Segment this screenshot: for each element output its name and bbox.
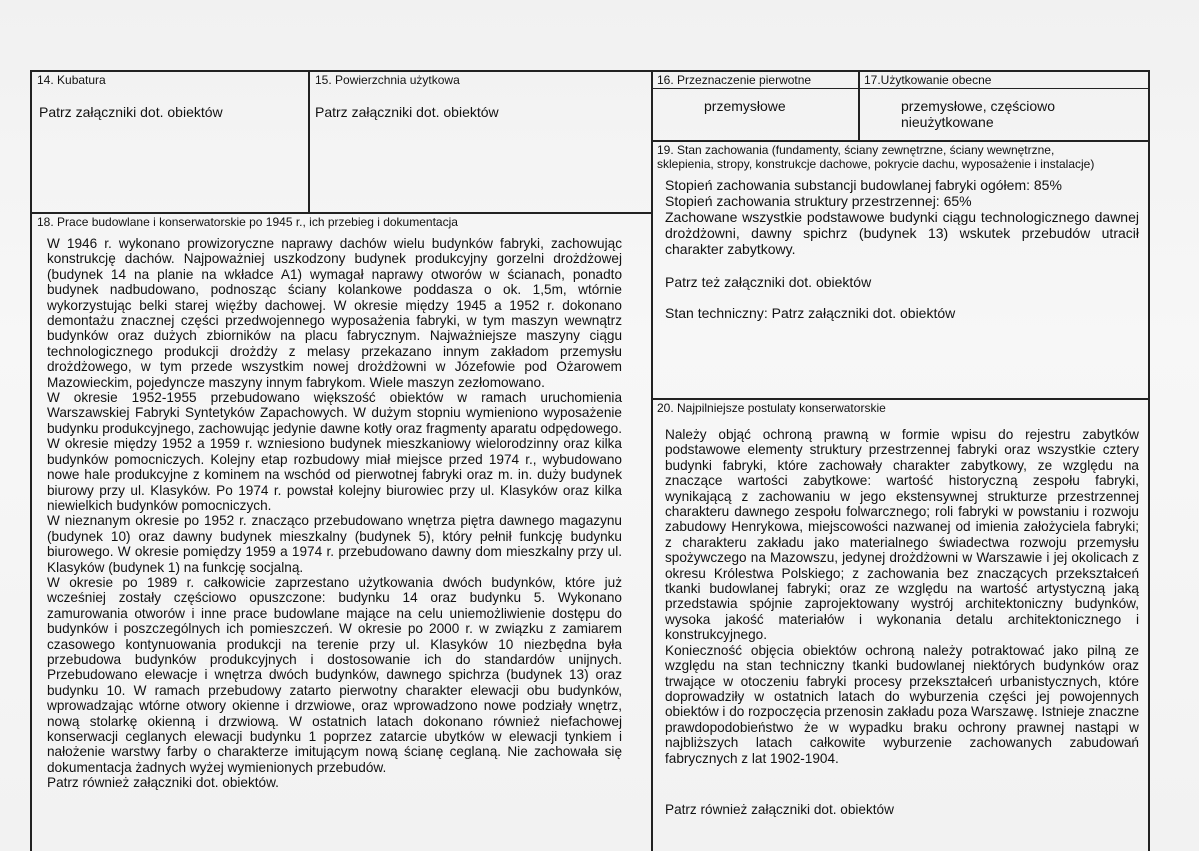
box18-heading: 18. Prace budowlane i konserwatorskie po 1945 r., ich przebieg i dokumentacja	[37, 215, 458, 229]
box15-heading: 15. Powierzchnia użytkowa	[315, 73, 460, 87]
box18-paragraph-3: W nieznanym okresie po 1952 r. znacząco przebudowano wnętrza piętra dawnego magazynu (budynek 10) oraz dawny budynek mieszkalny (budynek 5), który pełnił funkcję budynku biurowego. W okresie pomiędzy 1959 a 1974 r. przebudowano dawny dom mieszkalny przy ul. Klasyków (budynek 1) na funkcję socjalną.	[47, 513, 622, 575]
box19-substance-line: Stopień zachowania substancji budowlanej fabryki ogółem: 85%	[665, 177, 1062, 193]
divider-main-column	[651, 70, 653, 851]
box18-see-also: Patrz również załączniki dot. obiektów.	[47, 775, 279, 791]
box19-structure-line: Stopień zachowania struktury przestrzennej: 65%	[665, 193, 972, 209]
box14-text: Patrz załączniki dot. obiektów	[39, 104, 223, 120]
box19-heading-line1: 19. Stan zachowania (fundamenty, ściany zewnętrzne, ściany wewnętrzne,	[657, 143, 1055, 157]
divider-14-15	[308, 70, 310, 213]
box20-heading: 20. Najpilniejsze postulaty konserwatorskie	[657, 401, 886, 415]
box19-see-also: Patrz też załączniki dot. obiektów	[665, 274, 872, 290]
box14-heading: 14. Kubatura	[37, 73, 106, 87]
divider-16-17	[858, 70, 860, 141]
frame-left-line	[30, 70, 32, 851]
box17-heading: 17.Użytkowanie obecne	[864, 73, 992, 87]
box17-text: przemysłowe, częściowo nieużytkowane	[901, 98, 1056, 130]
box20-top-line	[652, 398, 1150, 400]
box20-paragraph-2: Konieczność objęcia obiektów ochroną należy potraktować jako pilną ze względu na stan techniczny tkanki budowlanej niektórych budynków oraz trwające w otoczeniu fabryki procesy przekształceń urbanistycznych, które doprowadziły w ostatnich latach do wyburzenia części jej powojennych obiektów i do rozpoczęcia przenosin zakładu poza Warszawę. Istnieje znaczne prawdopodobieństwo że w wypadku braku ochrony prawnej nastąpi w najbliższych latach całkowite wyburzenie zachowanych zabudowań fabrycznych z lat 1902-1904.	[665, 642, 1140, 766]
frame-top-line	[30, 70, 1150, 72]
box20-body	[665, 427, 1139, 766]
row1-bottom-line	[652, 88, 1150, 89]
box15-text: Patrz załączniki dot. obiektów	[315, 104, 499, 120]
box18-paragraph-2: W okresie 1952-1955 przebudowano większość obiektów w ramach uruchomienia Warszawskiej Fabryki Syntetyków Zapachowych. W dużym stopniu wymieniono wyposażenie budynku produkcyjnego, zachowując jedynie dawne kotły oraz fragmenty aparatu odpędowego. W okresie między 1952 a 1959 r. wzniesiono budynek mieszkaniowy wielorodzinny oraz kilka budynków pomocniczych. Kolejny etap rozbudowy miał miejsce przed 1974 r., wybudowano nowe hale produkcyjne z kominem na wschód od pierwotnej fabryki oraz m. in. duży budynek biurowy przy ul. Klasyków. Po 1974 r. powstał kolejny biurowiec przy ul. Klasyków oraz kilka niewielkich budynków pomocniczych.	[47, 390, 622, 513]
box20-paragraph-1: Należy objąć ochroną prawną w formie wpisu do rejestru zabytków podstawowe elementy struktury przestrzennej fabryki oraz wszystkie cztery budynki fabryki, które zachowały charakter zabytkowy, ze względu na znaczące wartości zabytkowe: wartość historyczną zespołu fabryki, wynikającą z zachowaniu w jego ekstensywnej strukturze przestrzennej charakteru dawnego zespołu folwarcznego; roli fabryki w powstaniu i rozwoju zabudowy Henrykowa, miejscowości nazwanej od imienia założyciela fabryki; z charakteru zakładu jako materialnego świadectwa rozwoju przemysłu spożywczego na Mazowszu, jedynej drożdżowni w Warszawie i jej okolicach z okresu Królestwa Polskiego; z zachowania bez znaczących przekształceń tkanki budowlanej fabryki; oraz ze względu na wartość artystyczną jaką przedstawia spójnie zaprojektowany wystrój architektoniczny budynków, wysoka jakość materiałów i wykonania detalu architektonicznego i konstrukcyjnego.	[665, 427, 1139, 643]
box18-body	[47, 236, 622, 791]
box16-heading: 16. Przeznaczenie pierwotne	[657, 73, 812, 87]
box16-text: przemysłowe	[704, 98, 786, 114]
box18-paragraph-4: W okresie po 1989 r. całkowicie zaprzestano użytkowania dwóch budynków, które już wcześniej zostały częściowo opuszczone: budynku 14 oraz budynku 5. Wykonano zamurowania otworów i inne prace budowlane mające na celu uniemożliwienie dostępu do budynków i poszczególnych ich pomieszczeń. W okresie po 2000 r. w związku z zamiarem czasowego kontynuowania produkcji na terenie przy ul. Klasyków 10 niezbędna była przebudowa budynków produkcyjnych i dostosowanie ich do standardów unijnych. Przebudowano elewacje i wnętrza dwóch budynków, dawnego spichrza (budynek 13) oraz budynku 10. W ramach przebudowy zatarto pierwotny charakter elewacji obu budynków, wprowadzając wtórne otwory okienne i drzwiowe, oraz wprowadzono nowe podziały wnętrz, nową stolarkę okienną i drzwiową. W ostatnich latach dokonano również niefachowej konserwacji ceglanych elewacji budynku 1 poprzez zatarcie ubytków w elewacji tynkiem i nałożenie warstwy farby o charakterze imitującym nową ścianę ceglaną. Nie zachowała się dokumentacja żadnych wyżej wymienionych przebudów.	[47, 574, 622, 775]
box19-summary: Zachowane wszystkie podstawowe budynki ciągu technologicznego dawnej drożdżowni, dawny spichrz (budynek 13) wskutek przebudów utracił charakter zabytkowy.	[665, 209, 1139, 257]
box19-technical-state: Stan techniczny: Patrz załączniki dot. obiektów	[665, 305, 956, 321]
frame-right-line	[1148, 70, 1150, 851]
box18-paragraph-1: W 1946 r. wykonano prowizoryczne naprawy dachów wielu budynków fabryki, zachowując konstrukcję dachów. Najpoważniej uszkodzony budynek produkcyjny gorzelni drożdżowej (budynek 14 na planie na wkładce A1) wymagał naprawy otworów w ścianach, ponadto budynek nadbudowano, podnosząc ściany kolankowe poddasza o ok. 1,5m, wtórnie wykorzystując belki starej więźby dachowej. W okresie między 1945 a 1952 r. dokonano demontażu znacznej części przedwojennego wyposażenia fabryki, w tym maszyn wewnątrz budynków oraz dużych zbiorników na placu fabrycznym. Najważniejsze maszyny ciągu technologicznego produkcji drożdży z melasy przekazano innym zakładom przemysłu drożdżowego, w tym przede wszystkim nowej drożdżowni w Józefowie pod Ożarowem Mazowieckim, pojedyncze maszyny innym fabrykom. Wiele maszyn zezłomowano.	[47, 236, 622, 390]
box18-top-line	[30, 212, 652, 214]
box19-top-line	[652, 140, 1150, 142]
box20-see-also: Patrz również załączniki dot. obiektów	[665, 802, 894, 817]
box19-heading-line2: sklepienia, stropy, konstrukcje dachowe, pokrycie dachu, wyposażenie i instalacje)	[657, 157, 1095, 171]
